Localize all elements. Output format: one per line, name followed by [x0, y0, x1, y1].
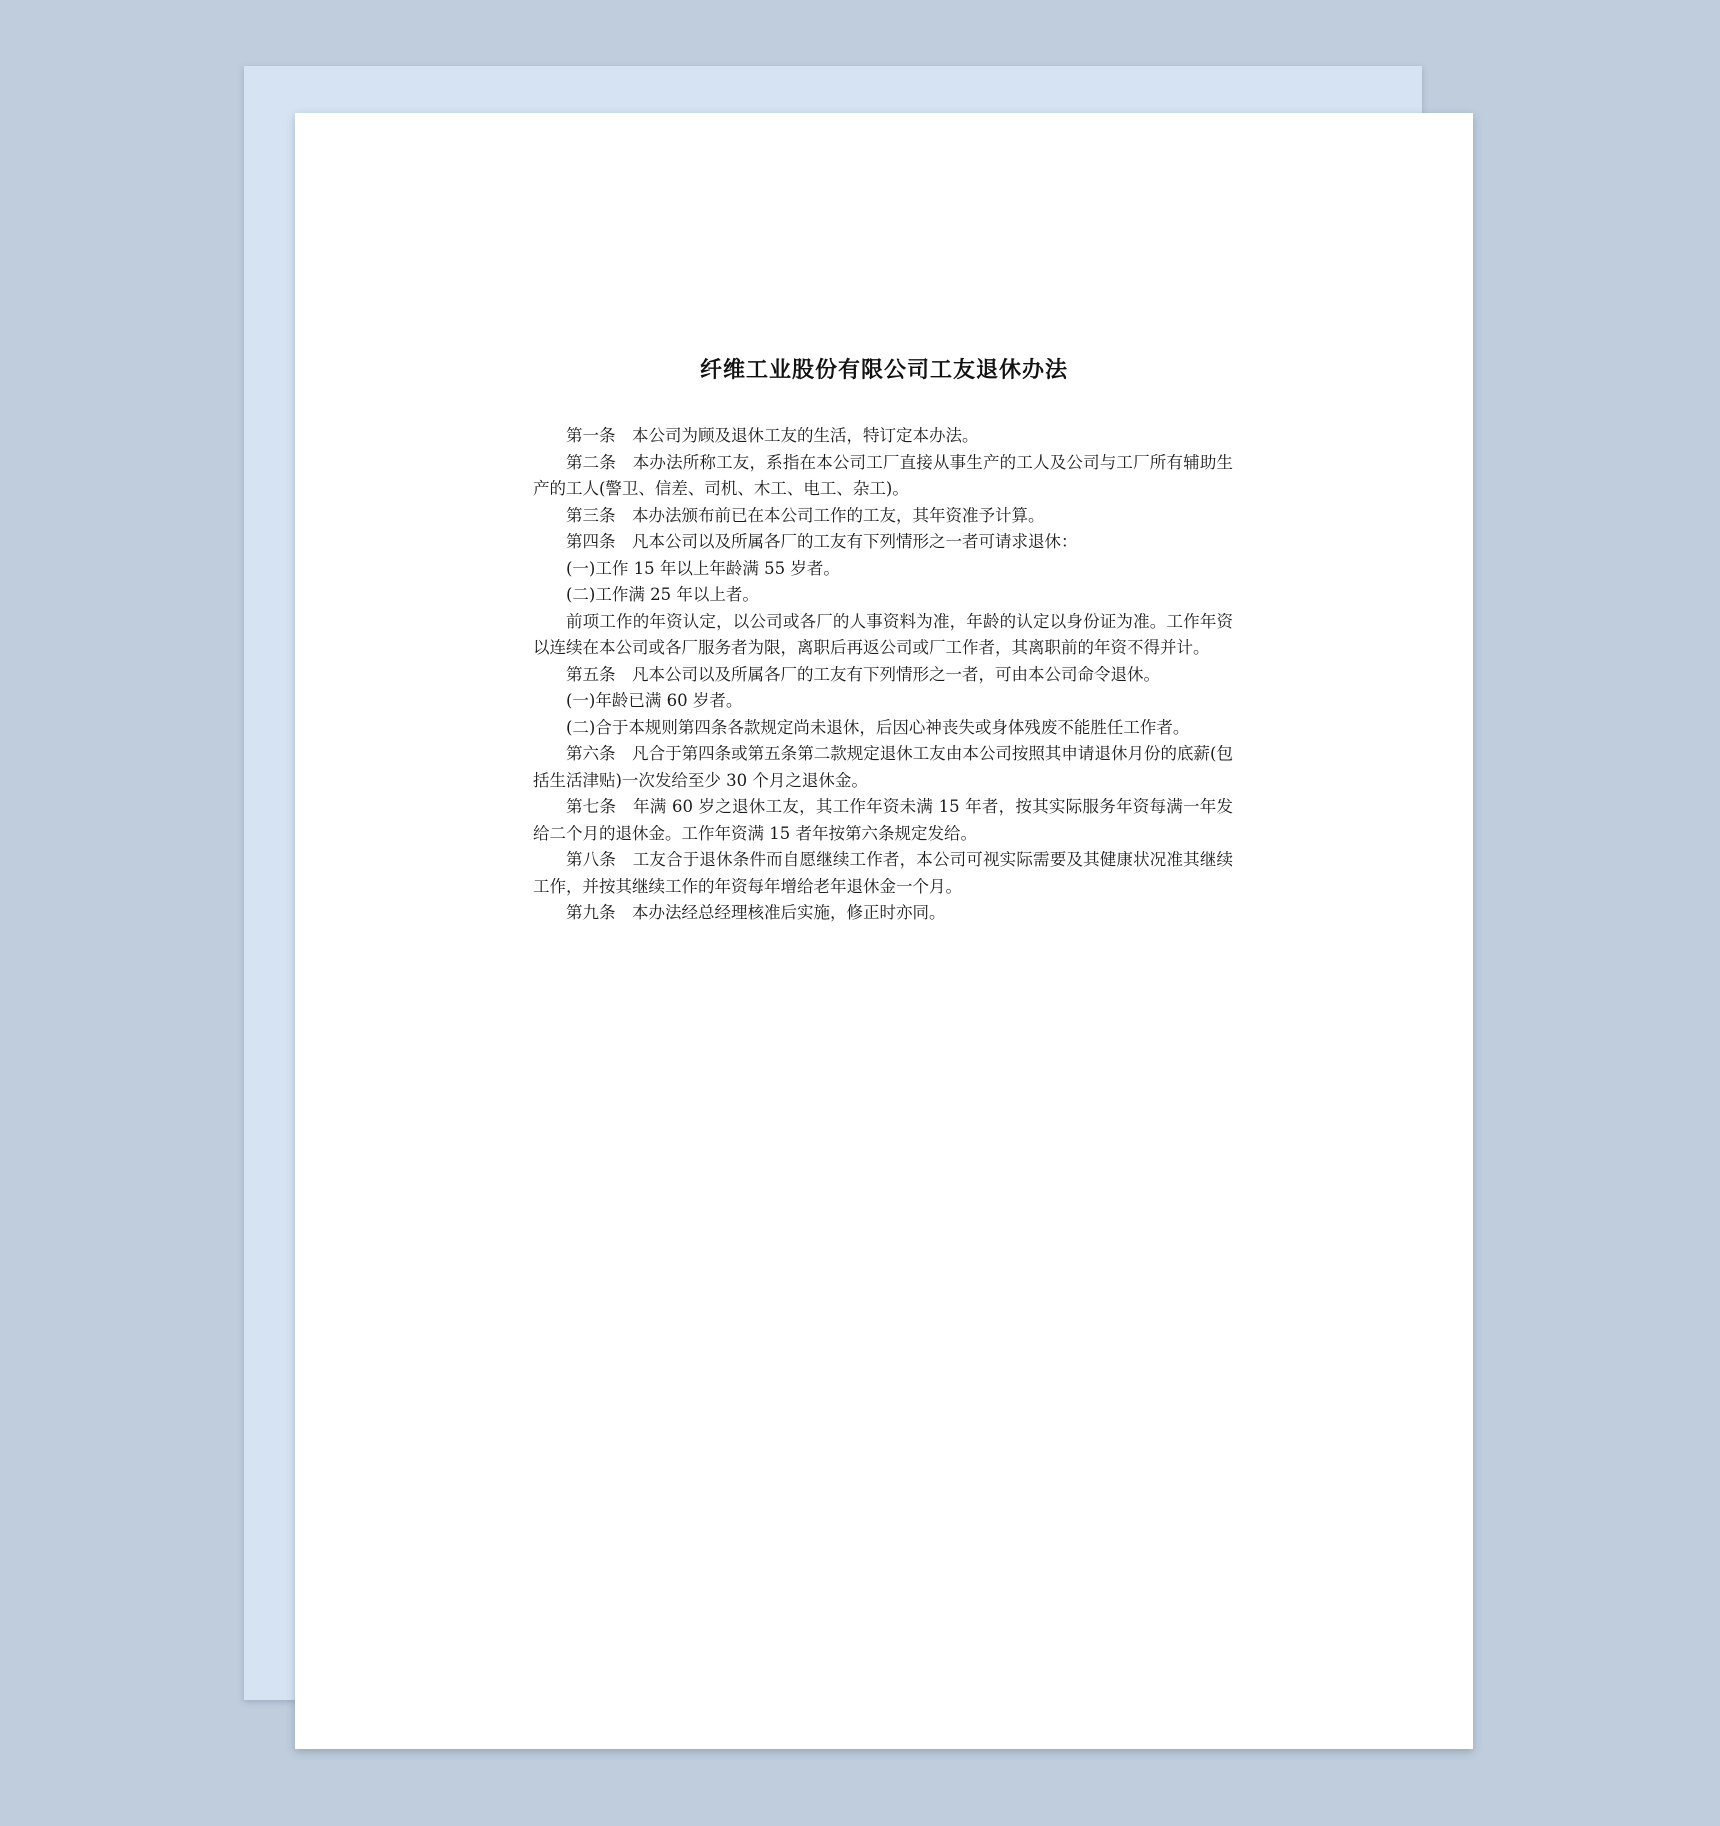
article-4-item-1: (一)工作 15 年以上年龄满 55 岁者。	[566, 558, 840, 578]
article-2: 第二条 本办法所称工友，系指在本公司工厂直接从事生产的工人及公司与工厂所有辅助生产的工人(警卫、信差、司机、木工、电工、杂工)。	[533, 452, 1233, 498]
article-5-item-1: (一)年龄已满 60 岁者。	[566, 691, 743, 710]
article-3: 第三条 本办法颁布前已在本公司工作的工友，其年资准予计算。	[566, 505, 1045, 525]
document-title: 纤维工业股份有限公司工友退休办法	[699, 357, 1068, 383]
article-7: 第七条 年满 60 岁之退休工友，其工作年资未满 15 年者，按其实际服务年资每满一年发给二个月的退休金。工作年资满 15 者年按第六条规定发给。	[533, 797, 1233, 843]
article-1: 第一条 本公司为顾及退休工友的生活，特订定本办法。	[566, 426, 979, 445]
document-page	[295, 113, 1473, 1749]
article-4-note: 前项工作的年资认定，以公司或各厂的人事资料为准，年龄的认定以身份证为准。工作年资以连续在本公司或各厂服务者为限，离职后再返公司或厂工作者，其离职前的年资不得并计。	[533, 611, 1233, 657]
article-6: 第六条 凡合于第四条或第五条第二款规定退休工友由本公司按照其申请退休月份的底薪(包括生活津贴)一次发给至少 30 个月之退休金。	[533, 744, 1233, 790]
article-4-item-2: (二)工作满 25 年以上者。	[566, 585, 759, 604]
article-9: 第九条 本办法经总经理核准后实施，修正时亦同。	[566, 903, 946, 922]
article-5-item-2: (二)合于本规则第四条各款规定尚未退休，后因心神丧失或身体残废不能胜任工作者。	[566, 717, 1190, 737]
document-body	[533, 423, 1233, 927]
article-5: 第五条 凡本公司以及所属各厂的工友有下列情形之一者，可由本公司命令退休。	[566, 664, 1160, 684]
article-4: 第四条 凡本公司以及所属各厂的工友有下列情形之一者可请求退休：	[566, 532, 1078, 551]
article-8: 第八条 工友合于退休条件而自愿继续工作者，本公司可视实际需要及其健康状况准其继续工作，并按其继续工作的年资每年增给老年退休金一个月。	[533, 850, 1233, 896]
